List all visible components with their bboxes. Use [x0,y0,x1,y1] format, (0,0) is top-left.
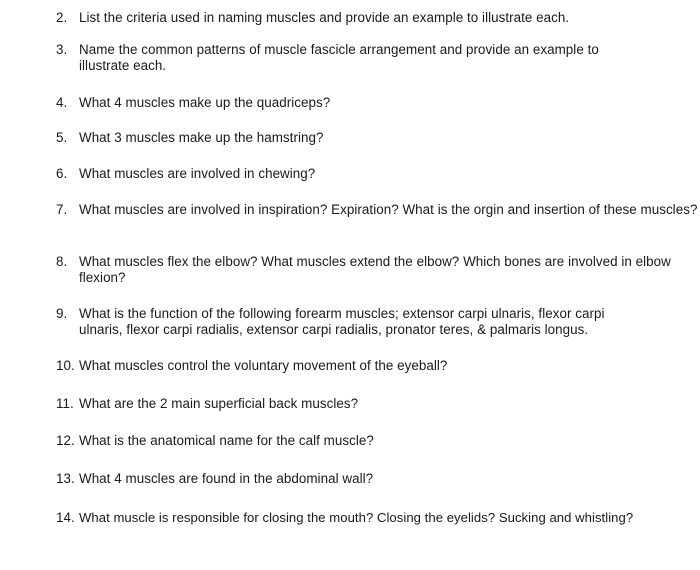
question-number: 7. [56,202,68,217]
question-number: 9. [56,306,68,321]
question-text: What muscles are involved in inspiration? Expiration? What is the orgin and insertion of these muscles? [79,202,698,217]
question-text: What are the 2 main superficial back muscles? [79,396,359,411]
question-text: What muscles flex the elbow? What muscles extend the elbow? Which bones are involved in elbow flexion? [79,254,671,285]
question-text: List the criteria used in naming muscles and provide an example to illustrate each. [79,10,570,25]
question-number: 2. [56,10,68,25]
question-number: 14. [56,510,75,525]
question-number: 8. [56,254,68,269]
question-number: 5. [56,130,68,145]
question-text: Name the common patterns of muscle fascicle arrangement and provide an example to illustrate each. [79,42,599,73]
question-number: 3. [56,42,68,57]
question-number: 11. [56,396,74,411]
question-text: What is the function of the following forearm muscles; extensor carpi ulnaris, flexor carpi ulnaris, flexor carpi radialis, extensor carpi radialis, pronator teres, & palmaris longus. [79,306,605,337]
question-text: What muscles control the voluntary movement of the eyeball? [79,358,448,373]
question-number: 12. [56,433,75,448]
question-text: What 4 muscles are found in the abdominal wall? [79,471,374,486]
question-text: What 4 muscles make up the quadriceps? [79,95,331,110]
question-number: 6. [56,166,68,181]
question-number: 10. [56,358,75,373]
question-number: 13. [56,471,75,486]
question-text: What muscle is responsible for closing the mouth? Closing the eyelids? Sucking and whistling? [79,510,634,525]
question-text: What is the anatomical name for the calf muscle? [79,433,374,448]
question-text: What 3 muscles make up the hamstring? [79,130,324,145]
question-text: What muscles are involved in chewing? [79,166,316,181]
question-number: 4. [56,95,68,110]
